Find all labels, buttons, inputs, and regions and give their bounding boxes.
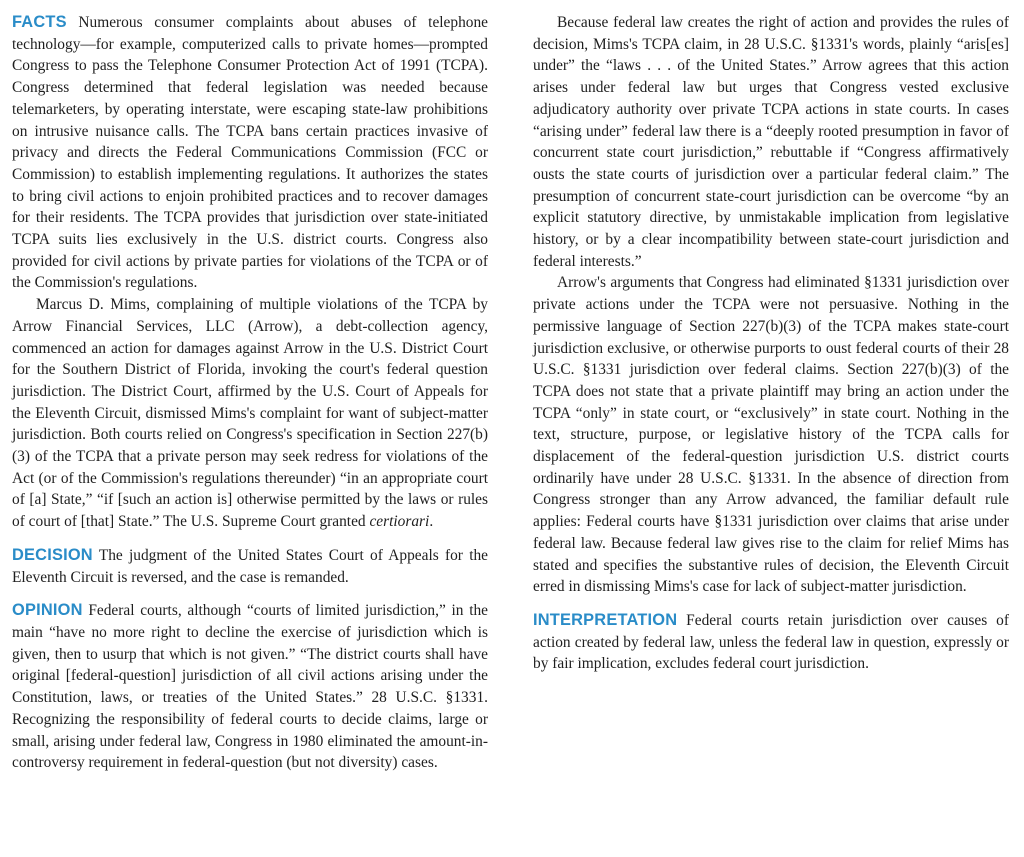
certiorari-term: certiorari [369,513,430,531]
opinion-paragraph [12,600,488,774]
decision-paragraph [12,545,488,588]
left-column [12,12,488,774]
facts-heading: FACTS [12,13,67,31]
facts-text-2-end: . [429,513,434,531]
opinion-paragraph-2: Because federal law creates the right of action and provides the rules of decision, Mims's TCPA claim, in 28 U.S.C. §1331's words, plainly “aris[es] under” the “laws . . . of the United States.” Arrow agrees that this action arises under federal law but urges that Congress vested exclusive adjudicatory authority over private TCPA actions in state courts. In cases “arising under” federal law there is a “deeply rooted presumption in favor of concurrent state court jurisdiction,” rebuttable if “Congress affirmatively ousts the state courts of jurisdiction over a particular federal claim.” The presumption of concurrent state-court jurisdiction can be overcome “by an explicit statutory directive, by unmistakable implication from legislative history, or by a clear incompatibility between state-court jurisdiction and federal interests.” [533,14,1009,270]
facts-text: Numerous consumer complaints about abuses of telephone technology—for example, computerized calls to private homes—prompted Congress to pass the Telephone Consumer Protection Act of 1991 (TCPA). Congress determined that federal legislation was needed because telemarketers, by operating interstate, were escaping state-law prohibitions on intrusive nuisance calls. The TCPA bans certain practices invasive of privacy and directs the Federal Communications Commission (FCC or Commission) to establish implementing regulations. It authorizes the states to bring civil actions to enjoin prohibited practices and to recover damages for their residents. The TCPA provides that jurisdiction over state-initiated TCPA suits lies exclusively in the U.S. district courts. Congress also provided for civil actions by private parties for violations of the TCPA or of the Commission's regulations. [12,14,488,292]
interpretation-paragraph [533,610,1009,675]
interpretation-text: Federal courts retain jurisdiction over causes of action created by federal law, unless the federal law in question, expressly or by fair implication, excludes federal court jurisdiction. [533,611,1009,673]
opinion-text: Federal courts, although “courts of limited jurisdiction,” in the main “have no more right to decline the exercise of jurisdiction which is given, then to usurp that which is not given.” “The district courts shall have original [federal-question] jurisdiction of all civil actions arising under the Constitution, laws, or treaties of the United States.” 28 U.S.C. §1331. Recognizing the responsibility of federal courts to decide claims, large or small, arising under federal law, Congress in 1980 eliminated the amount-in-controversy requirement in federal-question (but not diversity) cases. [12,602,488,772]
right-column [533,12,1009,675]
facts-paragraph [12,12,488,294]
interpretation-heading: INTERPRETATION [533,610,678,629]
decision-text: The judgment of the United States Court of Appeals for the Eleventh Circuit is reversed, and the case is remanded. [12,546,488,586]
opinion-paragraph-3: Arrow's arguments that Congress had eliminated §1331 jurisdiction over private actions under the TCPA were not persuasive. Nothing in the permissive language of Section 227(b)(3) of the TCPA makes state-court jurisdiction exclusive, or otherwise purports to oust federal courts of their 28 U.S.C. §1331 jurisdiction over federal claims. Section 227(b)(3) of the TCPA does not state that a private plaintiff may bring an action under the TCPA “only” in state court, or “exclusively” in state court. Nothing in the text, structure, purpose, or legislative history of the TCPA calls for displacement of the federal-question jurisdiction U.S. district courts ordinarily have under 28 U.S.C. §1331. In the absence of direction from Congress stronger than any Arrow advanced, the familiar default rule applies: Federal courts have §1331 jurisdiction over claims that arise under federal law. Because federal law gives rise to the claim for relief Mims has stated and specifies the substantive rules of decision, the Eleventh Circuit erred in dismissing Mims's case for lack of subject-matter jurisdiction. [533,274,1009,596]
decision-heading: DECISION [12,545,93,564]
facts-paragraph-2 [12,294,488,533]
facts-text-2: Marcus D. Mims, complaining of multiple violations of the TCPA by Arrow Financial Services, LLC (Arrow), a debt-collection agency, commenced an action for damages against Arrow in the U.S. District Court for the Southern District of Florida, invoking the court's federal question jurisdiction. The District Court, affirmed by the U.S. Court of Appeals for the Eleventh Circuit, dismissed Mims's complaint for want of subject-matter jurisdiction. Both courts relied on Congress's specification in Section 227(b)(3) of the TCPA that a private person may seek redress for violations of the Act (or of the Commission's regulations thereunder) “in an appropriate court of [a] State,” “if [such an action is] otherwise permitted by the laws or rules of court of [that] State.” The U.S. Supreme Court granted [12,296,488,531]
opinion-heading: OPINION [12,601,83,620]
